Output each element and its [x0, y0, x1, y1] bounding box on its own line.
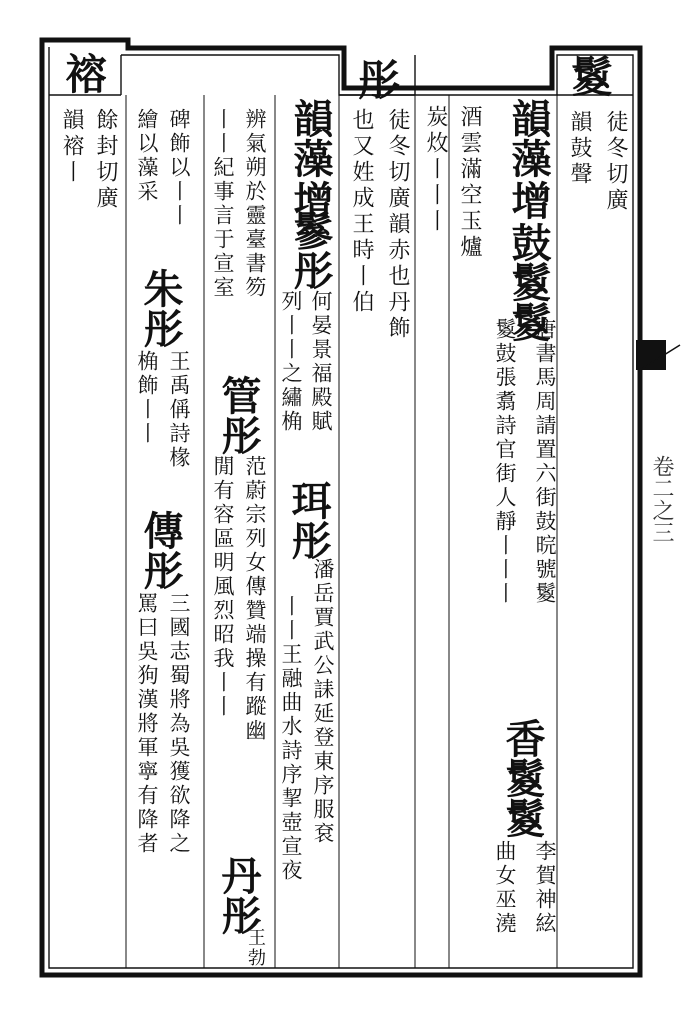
entry-gloss: 餘封切廣: [93, 108, 118, 212]
citation-text: 曲女巫澆: [493, 840, 517, 936]
citation-text: 閒有容區明風烈昭我丨丨: [211, 455, 235, 719]
citation-text: 辨氣朔於靈臺書笏: [243, 108, 267, 300]
citation-text: 范蔚宗列女傳贊端操有蹤幽: [243, 455, 267, 743]
citation-text: 酒雲滿空玉爐: [457, 105, 482, 261]
citation-text: 炭炇丨丨丨: [423, 105, 448, 235]
citation-text: 三國志蜀將為吳獲欲降之: [167, 592, 191, 856]
citation-text: 桷飾丨丨: [135, 350, 159, 446]
citation-text: 何晏景福殿賦: [309, 290, 333, 434]
entry-head-character: 褣: [59, 52, 108, 94]
entry-gloss: 韻鼓聲: [567, 110, 592, 188]
citation-text: 鬉鼓張翥詩官街人靜丨丨丨: [493, 318, 517, 606]
citation-text: 丨丨紀事言于宣室: [211, 108, 235, 300]
citation-text: 勃: [245, 948, 266, 969]
citation-text: 王禹偁詩椽: [167, 350, 191, 470]
entry-head-character: 彤: [352, 58, 401, 100]
volume-label: 卷二之三: [649, 455, 674, 543]
phrase-heading: 香鬉鬉: [499, 718, 546, 838]
citation-text: 丨丨王融曲水詩序挈壺宣夜: [279, 595, 303, 883]
entry-gloss: 也又姓成王時丨伯: [349, 108, 374, 316]
citation-text: 罵曰吳狗漢將軍寧有降者: [135, 592, 159, 856]
phrase-heading: 管彤: [215, 375, 262, 455]
phrase-heading: 朱彤: [137, 268, 184, 348]
phrase-heading: 丹彤: [215, 855, 262, 935]
citation-text: 潘岳賈武公誄延登東序服袞: [311, 558, 335, 846]
section-marker-sub: 增: [287, 180, 334, 220]
section-marker-sub: 增: [505, 180, 552, 220]
section-marker: 韻藻: [505, 98, 552, 178]
entry-gloss: 徒冬切廣韻赤也丹飾: [385, 108, 410, 342]
citation-text: 唐書馬周請置六街鼓晥號鬉: [533, 318, 557, 606]
entry-gloss: 韻褣丨: [59, 108, 84, 186]
citation-text: 列丨丨之繡桷: [279, 290, 303, 434]
citation-text: 李賀神絃: [533, 840, 557, 936]
phrase-heading: 鼓鬉鬉: [505, 222, 552, 342]
entry-head-character: 鬉: [565, 55, 614, 97]
phrase-heading: 珥彤: [285, 480, 332, 560]
citation-text: 王: [245, 928, 266, 949]
section-marker: 韻藻: [287, 98, 334, 178]
phrase-heading: 傳彤: [137, 510, 184, 590]
entry-gloss: 徒冬切廣: [603, 110, 628, 214]
citation-text: 碑飾以丨丨: [167, 108, 191, 228]
phrase-heading: 鬖彤: [287, 210, 334, 290]
citation-text: 繪以藻采: [135, 108, 159, 204]
